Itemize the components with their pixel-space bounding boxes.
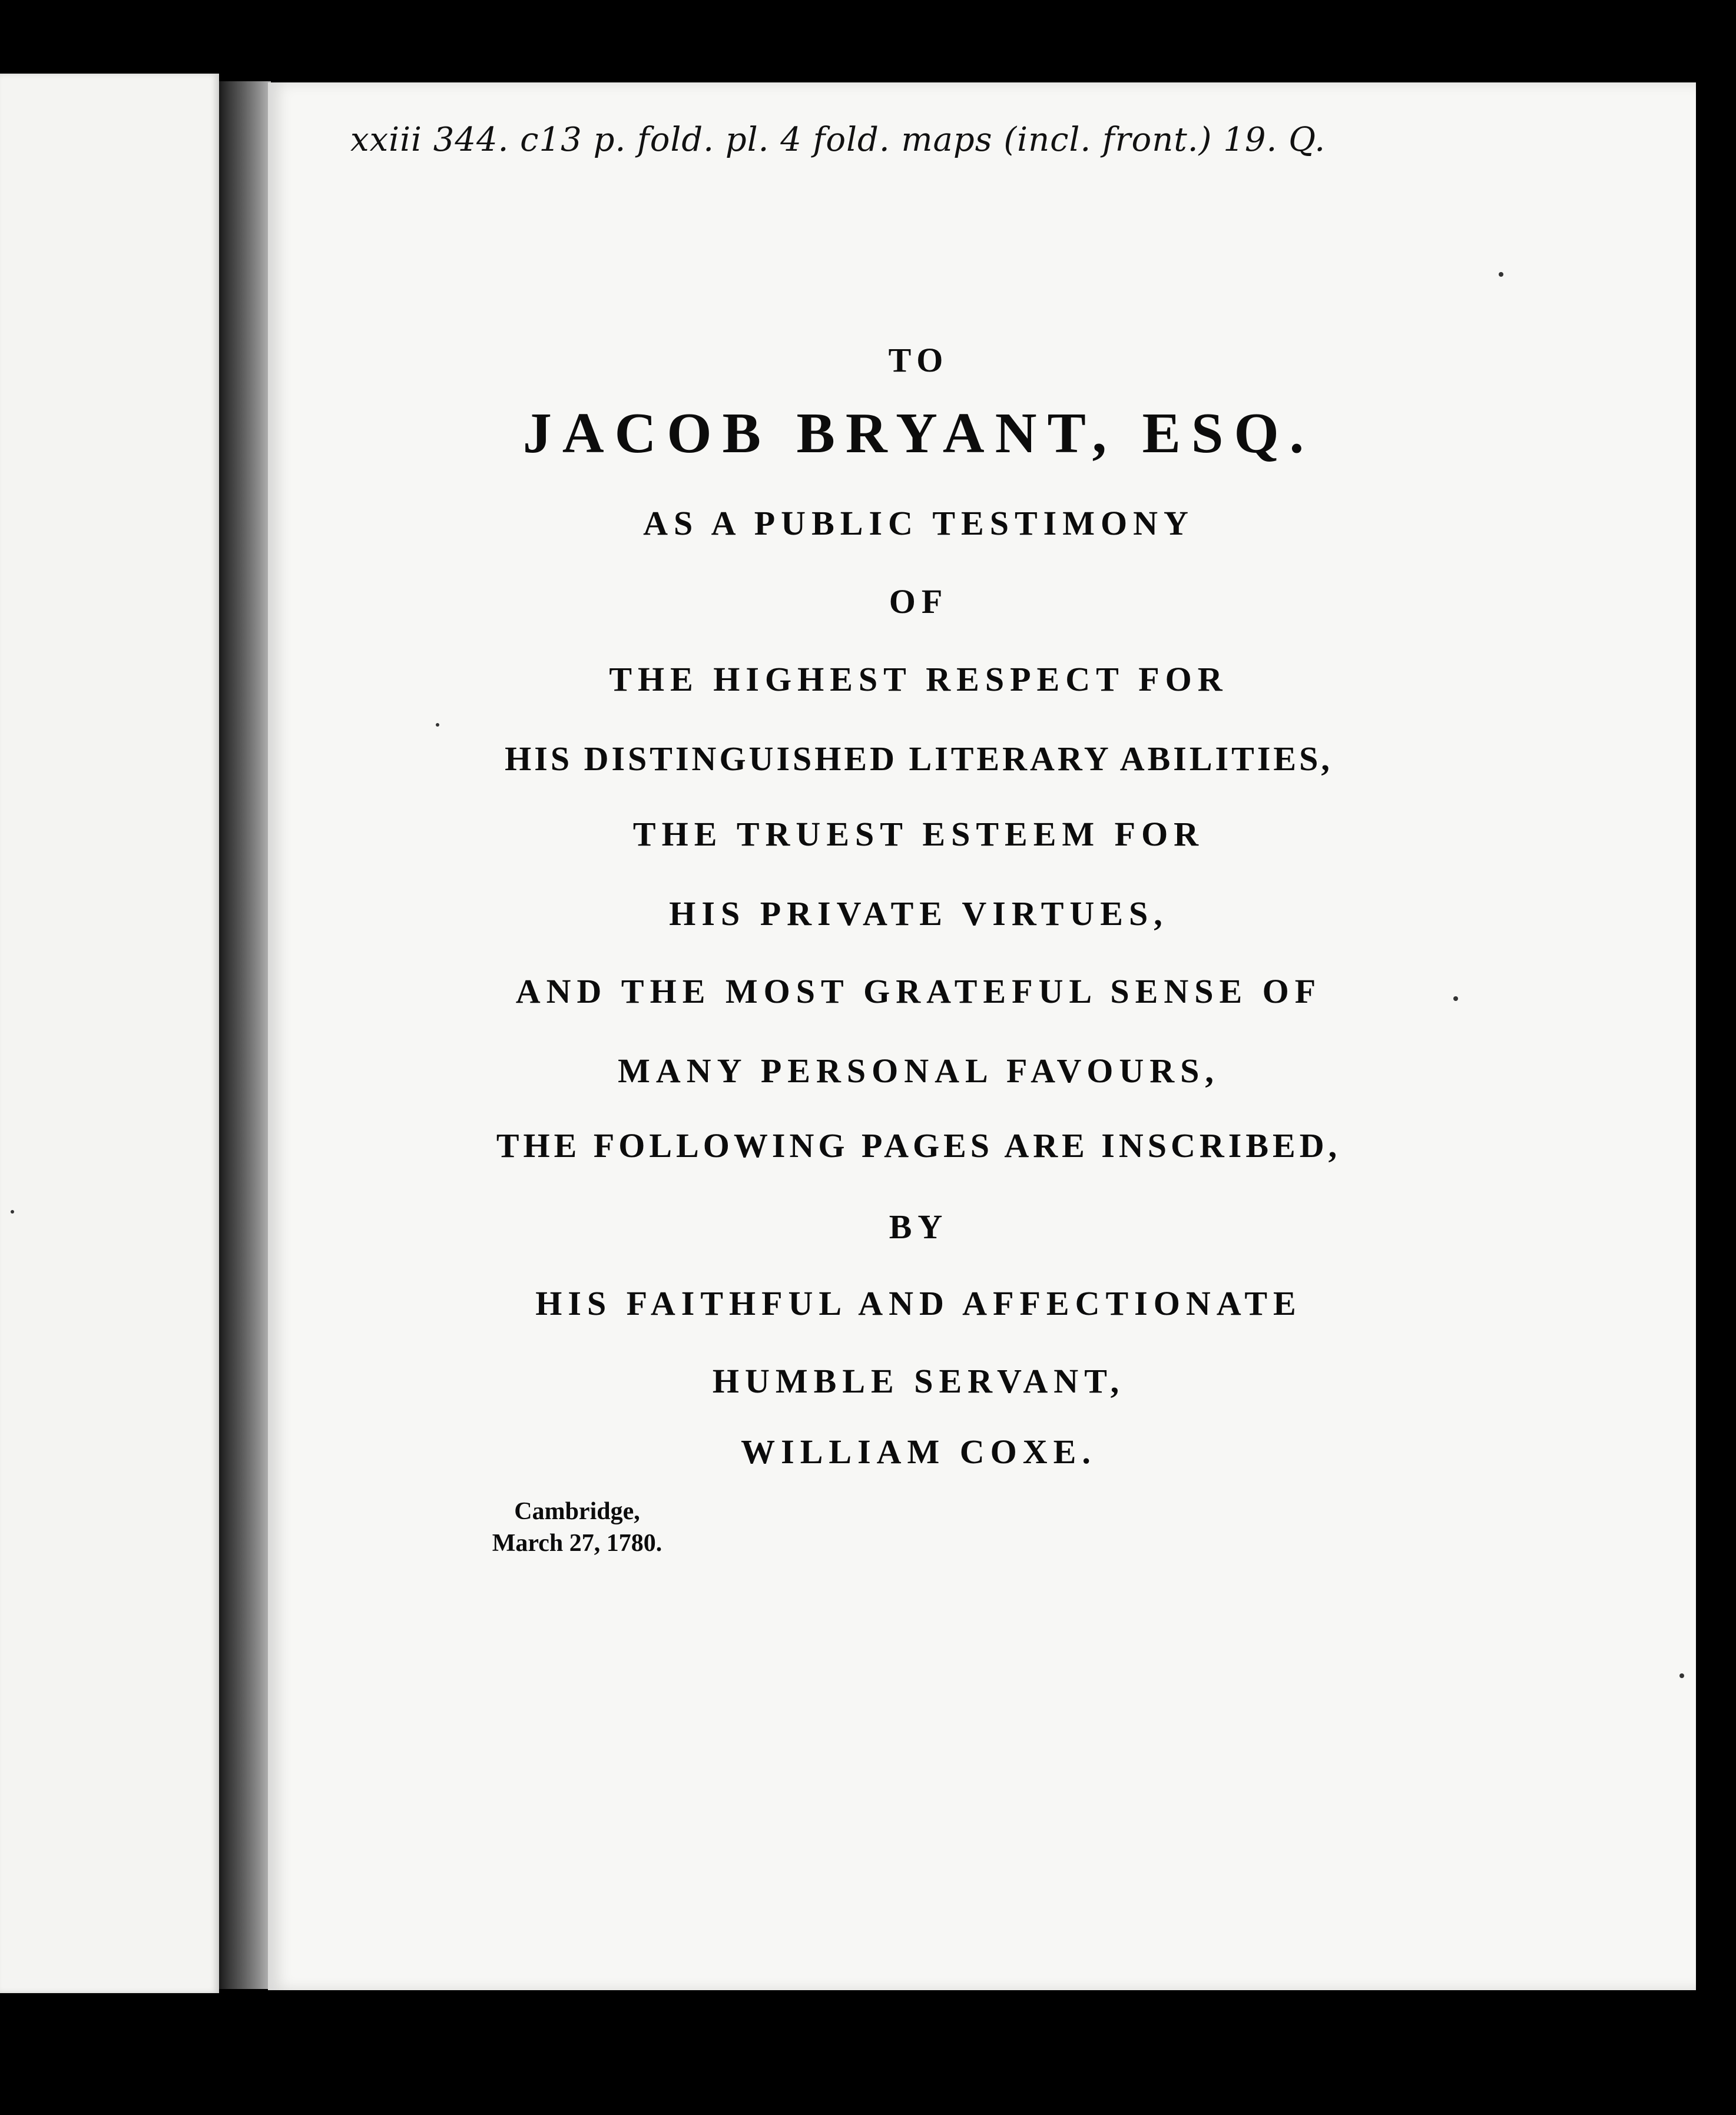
handwritten-annotation: xxiii 344. c13 p. fold. pl. 4 fold. maps (incl. front.) 19. Q. xyxy=(350,121,1326,159)
dedication-line: THE FOLLOWING PAGES ARE INSCRIBED, xyxy=(496,1126,1341,1165)
dedication-line: BY xyxy=(889,1208,949,1246)
dedication-line: MANY PERSONAL FAVOURS, xyxy=(618,1052,1220,1090)
left-page xyxy=(0,74,219,1993)
imprint-date: March 27, 1780. xyxy=(492,1530,662,1557)
dedication-line: HIS FAITHFUL AND AFFECTIONATE xyxy=(535,1284,1302,1322)
paper-speck xyxy=(1499,272,1503,277)
paper-speck xyxy=(436,723,439,727)
dedication-line: AND THE MOST GRATEFUL SENSE OF xyxy=(515,972,1322,1010)
dedication-line: HIS PRIVATE VIRTUES, xyxy=(669,894,1168,933)
paper-speck xyxy=(1453,996,1458,1001)
dedication-line: HIS DISTINGUISHED LITERARY ABILITIES, xyxy=(505,740,1333,778)
imprint-place: Cambridge, xyxy=(514,1498,640,1525)
author-signature: WILLIAM COXE. xyxy=(741,1433,1096,1471)
dedication-line: THE HIGHEST RESPECT FOR xyxy=(609,660,1228,698)
dedicatee-name: JACOB BRYANT, ESQ. xyxy=(522,402,1315,465)
dedication-line: OF xyxy=(889,582,949,621)
paper-speck xyxy=(11,1210,14,1214)
dedication-line: HUMBLE SERVANT, xyxy=(712,1362,1125,1400)
paper-speck xyxy=(1679,1673,1684,1678)
dedication-line: AS A PUBLIC TESTIMONY xyxy=(643,504,1194,542)
book-gutter xyxy=(219,81,271,1989)
dedication-line-to: TO xyxy=(888,341,949,379)
dedication-line: THE TRUEST ESTEEM FOR xyxy=(632,815,1205,853)
imprint xyxy=(459,1496,695,1559)
